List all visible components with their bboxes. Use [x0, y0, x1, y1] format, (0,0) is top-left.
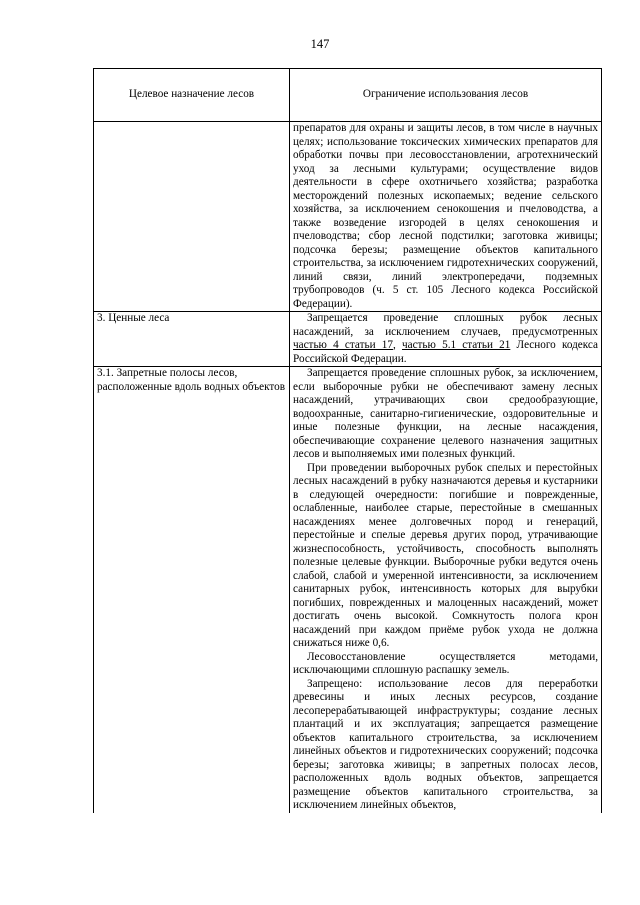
header-purpose: Целевое назначение лесов	[94, 69, 290, 122]
link-part4-article17[interactable]: частью 4 статьи 17	[293, 339, 393, 351]
row2-restrictions	[290, 312, 602, 367]
link-part51-article21[interactable]: частью 5.1 статьи 21	[401, 339, 511, 351]
row3-paragraph-4: Запрещено: использование лесов для переработки древесины и иных лесных ресурсов, создание лесоперерабатывающей инфраструктуры; создание лесных плантаций и их эксплуатация; запрещается размещение объектов капитального строительства, за исключением линейных объектов и гидротехнических сооружений; подсочка березы; заготовка живицы; в запретных полосах лесов, расположенных вдоль водных объектов, запрещается размещение объектов капитального строительства, за исключением линейных объектов,	[293, 677, 598, 811]
row2-separator: ,	[392, 339, 402, 351]
row1-text: препаратов для охраны и защиты лесов, в том числе в научных целях; использование токсических химических препаратов для обработки почвы при лесовосстановлении, агротехнический уход за лесными культурами; осуществление видов деятельности в сфере охотничьего хозяйства; разработка месторождений полезных ископаемых; ведение сельского хозяйства, за исключением сенокошения и пчеловодства, а также возведение изгородей в целях сенокошения и пчеловодства; сбор лесной подстилки; заготовка живицы; подсочка березы; размещение объектов капитального строительства, за исключением гидротехнических сооружений, линий связи, линий электропередачи, подземных трубопроводов (ч. 5 ст. 105 Лесного кодекса Российской Федерации).	[293, 122, 598, 310]
row2-purpose: 3. Ценные леса	[94, 312, 290, 367]
table-row	[94, 367, 602, 813]
row2-text-a: Запрещается проведение сплошных рубок лесных насаждений, за исключением случаев, предусмотренных	[293, 312, 598, 338]
table-row	[94, 122, 602, 312]
row3-paragraph-1: Запрещается проведение сплошных рубок, за исключением, если выборочные рубки не обеспечивают замену лесных насаждений, утрачивающих свои средообразующие, водоохранные, санитарно-гигиенические, оздоровительные и иные полезные функции, на лесные насаждения, обеспечивающие сохранение целевого назначения защитных лесов и выполняемых ими полезных функций.	[293, 367, 598, 460]
row2-text-b: Лесного кодекса Российской Федерации.	[293, 339, 598, 365]
row1-purpose	[94, 122, 290, 312]
row3-restrictions	[290, 367, 602, 813]
row3-paragraph-3: Лесовосстановление осуществляется методами, исключающими сплошную распашку земель.	[293, 650, 598, 676]
page-number: 147	[310, 37, 330, 51]
header-restrictions: Ограничение использования лесов	[290, 69, 602, 122]
row3-purpose: 3.1. Запретные полосы лесов, расположенные вдоль водных объектов	[94, 367, 290, 813]
table-row	[94, 312, 602, 367]
row3-paragraph-2: При проведении выборочных рубок спелых и перестойных лесных насаждений в рубку назначаются деревья и кустарники в следующей очередности: погибшие и поврежденные, ослабленные, наиболее старые, перестойные в смешанных насаждениях менее долговечных пород и генераций, перестойные и спелые деревья других пород, утрачивающие жизнеспособность, устойчивость, способность выполнять полезные целевые функции. Выборочные рубки ведутся очень слабой, слабой и умеренной интенсивности, за исключением санитарных рубок, интенсивность которых для вырубки погибших, поврежденных и малоценных насаждений, может достигать очень высокой. Сомкнутость полога крон насаждений при каждом приёме рубок ухода не должна снижаться ниже 0,6.	[293, 461, 598, 649]
table-header-row	[94, 69, 602, 122]
forest-restrictions-table	[93, 68, 602, 813]
row1-restrictions	[290, 122, 602, 312]
row2-text	[293, 312, 598, 366]
